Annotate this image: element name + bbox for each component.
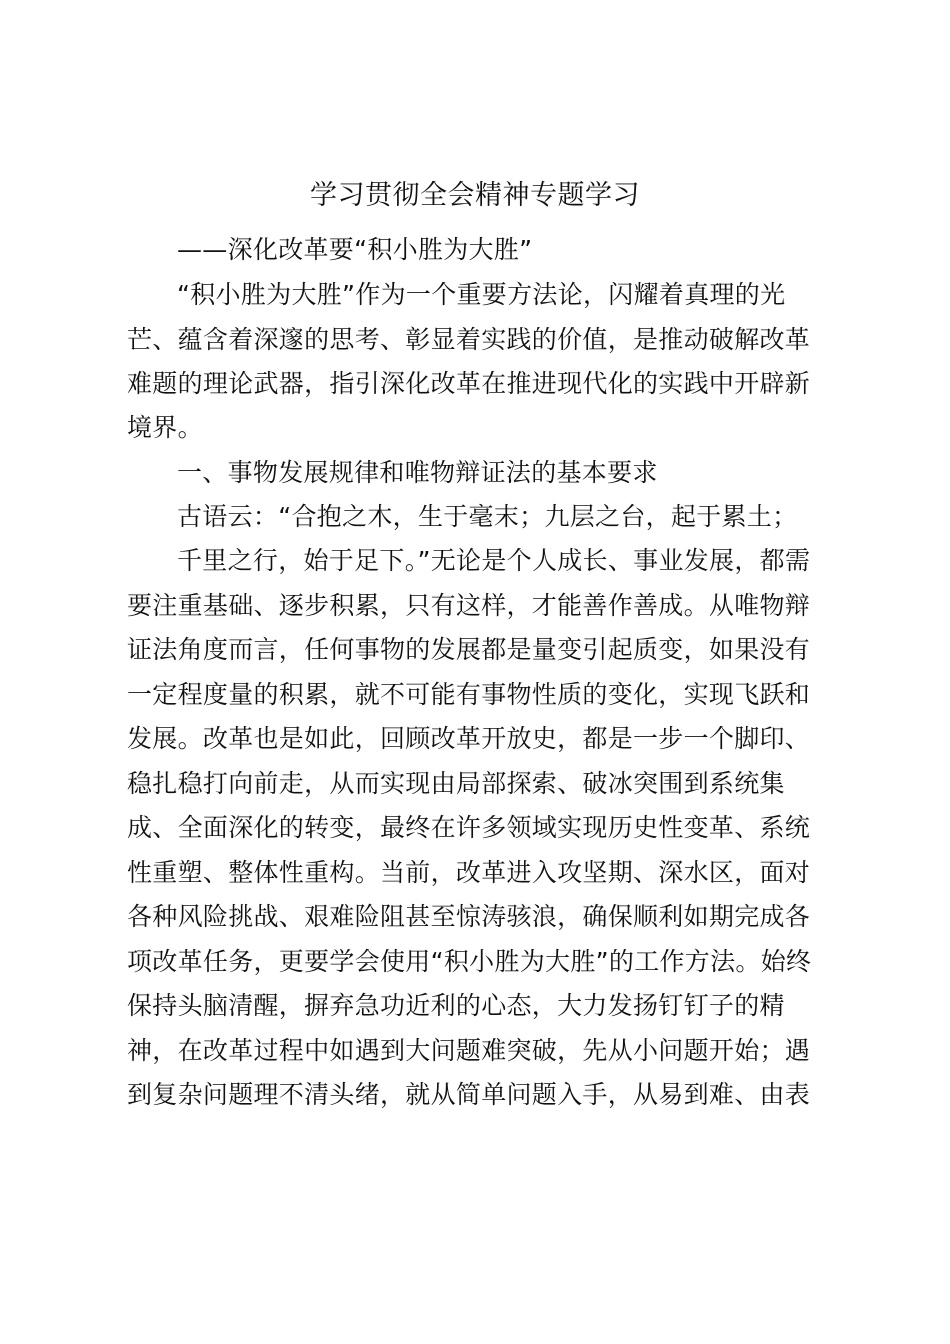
paragraph-1-line-4: 境界。 bbox=[127, 413, 203, 442]
paragraph-2-line-2: 要注重基础、逐步积累，只有这样，才能善作善成。从唯物辩 bbox=[127, 591, 811, 620]
paragraph-2-line-8: 性重塑、整体性重构。当前，改革进入攻坚期、深水区，面对 bbox=[127, 858, 811, 887]
paragraph-2-line-4: 一定程度量的积累，就不可能有事物性质的变化，实现飞跃和 bbox=[127, 680, 811, 709]
paragraph-2-line-13: 到复杂问题理不清头绪，就从简单问题入手，从易到难、由表 bbox=[127, 1080, 811, 1109]
paragraph-1-line-2: 芒、蕴含着深邃的思考、彰显着实践的价值，是推动破解改革 bbox=[127, 325, 811, 354]
document-subtitle: ——深化改革要“积小胜为大胜” bbox=[177, 235, 533, 264]
paragraph-2-line-7: 成、全面深化的转变，最终在许多领域实现历史性变革、系统 bbox=[127, 813, 811, 842]
paragraph-1-line-1: “积小胜为大胜”作为一个重要方法论，闪耀着真理的光 bbox=[177, 280, 786, 309]
paragraph-1-line-3: 难题的理论武器，指引深化改革在推进现代化的实践中开辟新 bbox=[127, 369, 811, 398]
quote-line: 古语云：“合抱之木，生于毫末；九层之台，起于累土； bbox=[177, 502, 798, 531]
paragraph-2-line-10: 项改革任务，更要学会使用“积小胜为大胜”的工作方法。始终 bbox=[127, 947, 812, 976]
paragraph-2-line-3: 证法角度而言，任何事物的发展都是量变引起质变，如果没有 bbox=[127, 635, 811, 664]
section-1-heading: 一、事物发展规律和唯物辩证法的基本要求 bbox=[177, 458, 658, 487]
paragraph-2-line-1: 千里之行，始于足下。”无论是个人成长、事业发展，都需 bbox=[177, 546, 811, 575]
paragraph-2-line-6: 稳扎稳打向前走，从而实现由局部探索、破冰突围到系统集 bbox=[127, 769, 785, 798]
paragraph-2-line-11: 保持头脑清醒，摒弃急功近利的心态，大力发扬钉钉子的精 bbox=[127, 991, 785, 1020]
paragraph-2-line-9: 各种风险挑战、艰难险阻甚至惊涛骇浪，确保顺利如期完成各 bbox=[127, 902, 811, 931]
document-title: 学习贯彻全会精神专题学习 bbox=[310, 180, 640, 211]
paragraph-2-line-12: 神，在改革过程中如遇到大问题难突破，先从小问题开始；遇 bbox=[127, 1036, 811, 1065]
paragraph-2-line-5: 发展。改革也是如此，回顾改革开放史，都是一步一个脚印、 bbox=[127, 724, 811, 753]
